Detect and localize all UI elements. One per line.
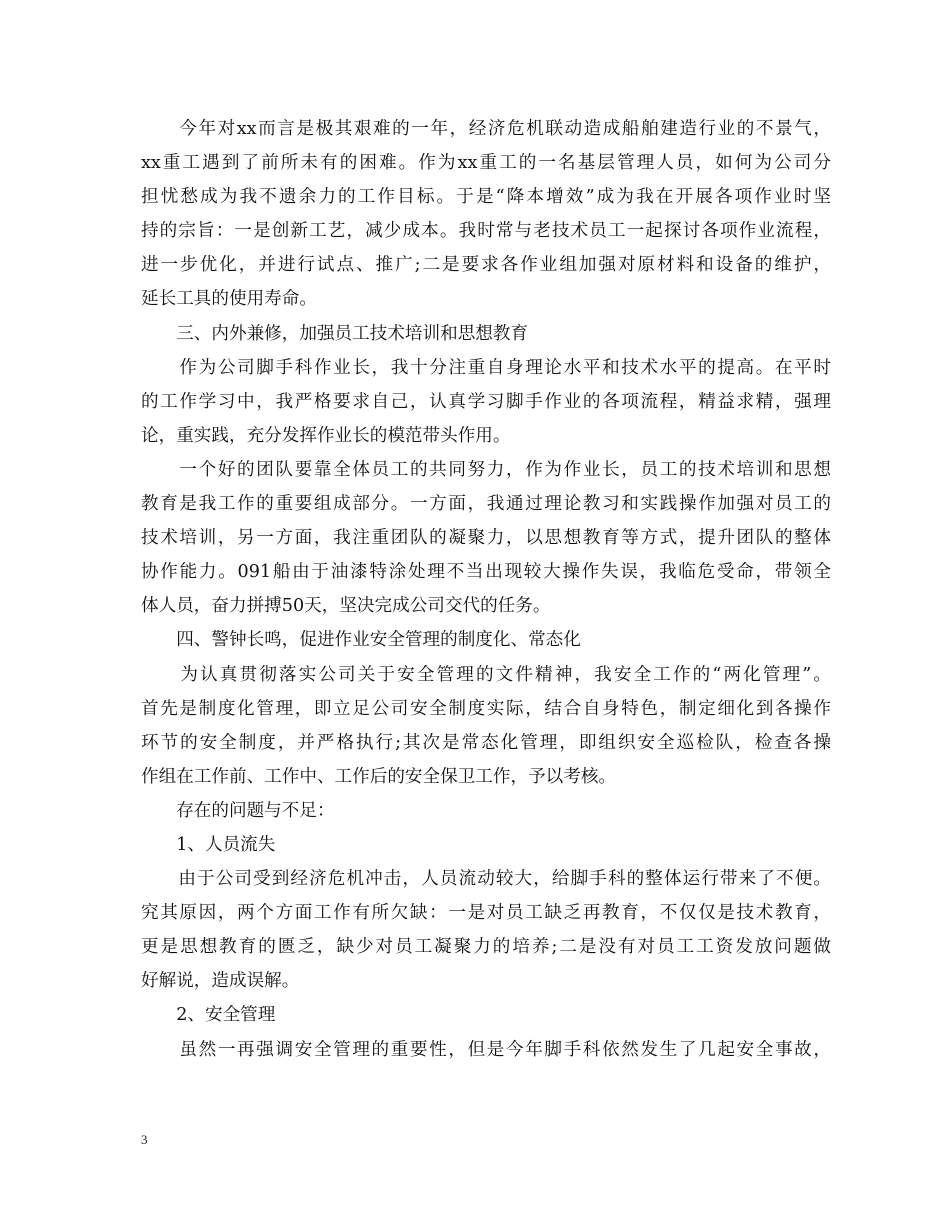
text-line: 四、警钟长鸣，促进作业安全管理的制度化、常态化: [141, 630, 581, 651]
text-line: 由于公司受到经济危机冲击，人员流动较大，给脚手科的整体运行带来了不便。: [141, 869, 831, 890]
text-line: 究其原因，两个方面工作有所欠缺：一是对员工缺乏再教育，不仅仅是技术教育，: [141, 903, 831, 924]
text-line: 教育是我工作的重要组成部分。一方面，我通过理论教习和实践操作加强对员工的: [141, 494, 831, 515]
text-line: 三、内外兼修，加强员工技术培训和思想教育: [141, 323, 529, 344]
text-line: 作为公司脚手科作业长，我十分注重自身理论水平和技术水平的提高。在平时: [141, 357, 831, 378]
text-line: 论，重实践，充分发挥作业长的模范带头作用。: [141, 425, 511, 446]
text-line: 协作能力。091船由于油漆特涂处理不当出现较大操作失误，我临危受命，带领全: [141, 562, 831, 583]
text-line: 作组在工作前、工作中、工作后的安全保卫工作，予以考核。: [141, 766, 617, 787]
text-line: 持的宗旨：一是创新工艺，减少成本。我时常与老技术员工一起探讨各项作业流程，: [141, 221, 831, 242]
text-line: 首先是制度化管理，即立足公司安全制度实际，结合自身特色，制定细化到各操作: [141, 698, 831, 719]
text-line: 存在的问题与不足：: [141, 800, 335, 821]
text-line: 2、安全管理: [141, 1005, 276, 1026]
text-line: 更是思想教育的匮乏，缺少对员工凝聚力的培养;二是没有对员工工资发放问题做: [141, 937, 831, 958]
text-line: 进一步优化，并进行试点、推广;二是要求各作业组加强对原材料和设备的维护，: [141, 255, 831, 276]
text-line: 担忧愁成为我不遗余力的工作目标。于是“降本增效”成为我在开展各项作业时坚: [141, 187, 831, 208]
text-line: 技术培训，另一方面，我注重团队的凝聚力，以思想教育等方式，提升团队的整体: [141, 528, 831, 549]
text-line: 为认真贯彻落实公司关于安全管理的文件精神，我安全工作的“两化管理”。: [141, 664, 831, 685]
text-line: 延长工具的使用寿命。: [141, 289, 317, 310]
text-line: 好解说，造成误解。: [141, 971, 300, 992]
text-line: 今年对xx而言是极其艰难的一年，经济危机联动造成船舶建造行业的不景气，: [141, 119, 831, 139]
text-line: 体人员，奋力拼搏50天，坚决完成公司交代的任务。: [141, 596, 551, 617]
text-line: 环节的安全制度，并严格执行;其次是常态化管理，即组织安全巡检队，检查各操: [141, 732, 831, 753]
text-line: 虽然一再强调安全管理的重要性，但是今年脚手科依然发生了几起安全事故，: [141, 1039, 831, 1060]
text-line: 的工作学习中，我严格要求自己，认真学习脚手作业的各项流程，精益求精，强理: [141, 391, 831, 412]
page-number: 3: [141, 1132, 148, 1147]
text-line: 1、人员流失: [141, 834, 276, 855]
document-body: [141, 112, 831, 1067]
text-line: 一个好的团队要靠全体员工的共同努力，作为作业长，员工的技术培训和思想: [141, 459, 831, 480]
text-line: xx重工遇到了前所未有的困难。作为xx重工的一名基层管理人员，如何为公司分: [141, 153, 831, 174]
